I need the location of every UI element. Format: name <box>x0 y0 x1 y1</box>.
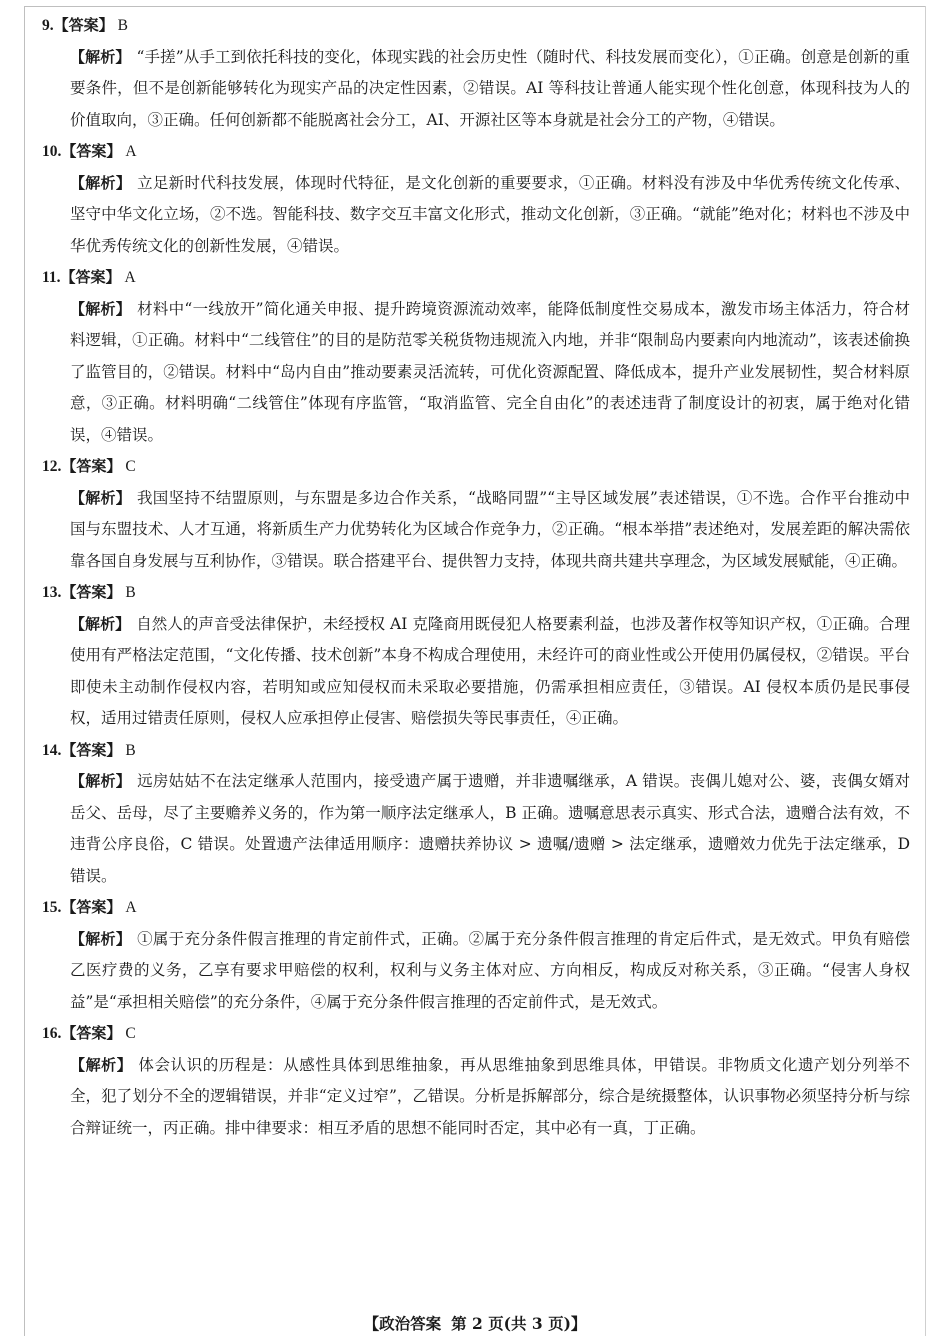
analysis-text: “手搓”从手工到依托科技的变化，体现实践的社会历史性（随时代、科技发展而变化），①正确。创意是创新的重要条件，但不是创新能够转化为现实产品的决定性因素，②错误。AI 等科技让普通人能实现个性化创意，体现科技为人的价值取向，③正确。任何创新都不能脱离社会分工，AI、开源社区等本身就是社会分工的产物，④错误。 <box>70 47 910 129</box>
analysis-label: 【解析】 <box>70 929 132 948</box>
analysis-label: 【解析】 <box>70 488 132 507</box>
question-number: 15. <box>42 899 62 916</box>
analysis-text: ①属于充分条件假言推理的肯定前件式，正确。②属于充分条件假言推理的肯定后件式，是无效式。甲负有赔偿乙医疗费的义务，乙享有要求甲赔偿的权利，权利与义务主体对应、方向相反，构成反对称关系，③正确。“侵害人身权益”是“承担相关赔偿”的充分条件，④属于充分条件假言推理的否定前件式，是无效式。 <box>70 929 910 1011</box>
answer-line <box>42 892 910 924</box>
page-border-right <box>925 6 926 1336</box>
question-number: 14. <box>42 741 62 759</box>
answer-choice: C <box>125 458 136 475</box>
answer-line <box>42 735 910 767</box>
footer-page-number: 第 2 页(共 3 页)】 <box>451 1314 587 1333</box>
analysis-label: 【解析】 <box>70 1055 133 1074</box>
analysis-paragraph <box>42 483 910 578</box>
analysis-text: 自然人的声音受法律保护，未经授权 AI 克隆商用既侵犯人格要素利益，也涉及著作权等知识产权，①正确。合理使用有严格法定范围，“文化传播、技术创新”本身不构成合理使用，未经许可的商业性或公开使用仍属侵权，②错误。平台即使未主动制作侵权内容，若明知或应知侵权而未采取必要措施，仍需承担相应责任，③错误。AI 侵权本质仍是民事侵权，适用过错责任原则，侵权人应承担停止侵害、赔偿损失等民事责任，④正确。 <box>70 614 910 727</box>
analysis-text: 远房姑姑不在法定继承人范围内，接受遗产属于遗赠，并非遗嘱继承，A 错误。丧偶儿媳对公、婆，丧偶女婿对岳父、岳母，尽了主要赡养义务的，作为第一顺序法定继承人，B 正确。遗嘱意思表示真实、形式合法，遗赠合法有效，不违背公序良俗，C 错误。处置遗产法律适用顺序：遗赠扶养协议 > 遗嘱/遗赠 > 法定继承，遗赠效力优先于法定继承，D 错误。 <box>70 772 910 885</box>
analysis-text: 体会认识的历程是：从感性具体到思维抽象，再从思维抽象到思维具体，甲错误。非物质文化遗产划分列举不全，犯了划分不全的逻辑错误，并非“定义过窄”，乙错误。分析是拆解部分，综合是统摄整体，认识事物必须坚持分析与综合辩证统一，丙正确。排中律要求：相互矛盾的思想不能同时否定，其中必有一真，丁正确。 <box>70 1055 910 1137</box>
answer-line <box>42 1018 910 1050</box>
page-border-left <box>24 6 25 1336</box>
answer-item <box>42 262 910 451</box>
answer-line <box>42 10 910 42</box>
analysis-paragraph <box>42 168 910 263</box>
answer-choice: B <box>125 741 136 759</box>
answer-choice: C <box>125 1025 136 1042</box>
analysis-paragraph <box>42 609 910 735</box>
analysis-paragraph <box>42 294 910 452</box>
answer-label: 【答案】 <box>61 898 122 916</box>
answer-item <box>42 577 910 735</box>
answer-label: 【答案】 <box>53 16 114 34</box>
answer-choice: B <box>117 17 128 34</box>
question-number: 13. <box>42 584 62 601</box>
analysis-text: 材料中“一线放开”简化通关申报、提升跨境资源流动效率，能降低制度性交易成本，激发市场主体活力，符合材料逻辑，①正确。材料中“二线管住”的目的是防范零关税货物违规流入内地，并非“限制岛内要素向内地流动”，该表述偷换了监管目的，②错误。材料中“岛内自由”推动要素灵活流转，可优化资源配置、降低成本，提升产业发展韧性，契合材料原意，③正确。材料明确“二线管住”体现有序监管，“取消监管、完全自由化”的表述违背了制度设计的初衷，属于绝对化错误，④错误。 <box>70 299 910 444</box>
answer-list <box>42 10 910 1144</box>
answer-item <box>42 735 910 893</box>
answer-line <box>42 262 910 294</box>
answer-line <box>42 136 910 168</box>
answer-label: 【答案】 <box>61 583 122 601</box>
analysis-text: 立足新时代科技发展，体现时代特征，是文化创新的重要要求，①正确。材料没有涉及中华优秀传统文化传承、坚守中华文化立场，②不选。智能科技、数字交互丰富文化形式，推动文化创新，③正确。“就能”绝对化；材料也不涉及中华优秀传统文化的创新性发展，④错误。 <box>70 173 910 255</box>
answer-label: 【答案】 <box>61 142 122 160</box>
answer-choice: A <box>124 269 136 286</box>
analysis-label: 【解析】 <box>70 173 132 192</box>
analysis-paragraph <box>42 1050 910 1145</box>
answer-choice: B <box>125 584 136 601</box>
page-footer <box>0 1312 950 1334</box>
answer-label: 【答案】 <box>61 1024 122 1042</box>
analysis-paragraph <box>42 42 910 137</box>
analysis-label: 【解析】 <box>70 772 132 790</box>
question-number: 16. <box>42 1025 62 1042</box>
answer-item <box>42 1018 910 1144</box>
answer-label: 【答案】 <box>61 740 122 759</box>
answer-label: 【答案】 <box>61 457 122 475</box>
footer-subject: 【政治答案 <box>363 1315 442 1333</box>
question-number: 11. <box>42 269 61 286</box>
answer-line <box>42 451 910 483</box>
question-number: 10. <box>42 143 62 160</box>
answer-item <box>42 10 910 136</box>
answer-item <box>42 451 910 577</box>
page-border-top <box>24 6 926 7</box>
analysis-label: 【解析】 <box>70 614 131 633</box>
analysis-paragraph <box>42 766 910 892</box>
question-number: 9. <box>42 17 54 34</box>
answer-item <box>42 136 910 262</box>
analysis-paragraph <box>42 924 910 1019</box>
answer-label: 【答案】 <box>60 268 121 286</box>
answer-item <box>42 892 910 1018</box>
answer-choice: A <box>125 143 137 160</box>
analysis-text: 我国坚持不结盟原则，与东盟是多边合作关系，“战略同盟”“主导区域发展”表述错误，①不选。合作平台推动中国与东盟技术、人才互通，将新质生产力优势转化为区域合作竞争力，②正确。“根本举措”表述绝对，发展差距的解决需依靠各国自身发展与互利协作，③错误。联合搭建平台、提供智力支持，体现共商共建共享理念，为区域发展赋能，④正确。 <box>70 488 910 570</box>
analysis-label: 【解析】 <box>70 47 131 66</box>
question-number: 12. <box>42 458 62 475</box>
analysis-label: 【解析】 <box>70 299 132 318</box>
answer-choice: A <box>125 899 137 916</box>
answer-line <box>42 577 910 609</box>
